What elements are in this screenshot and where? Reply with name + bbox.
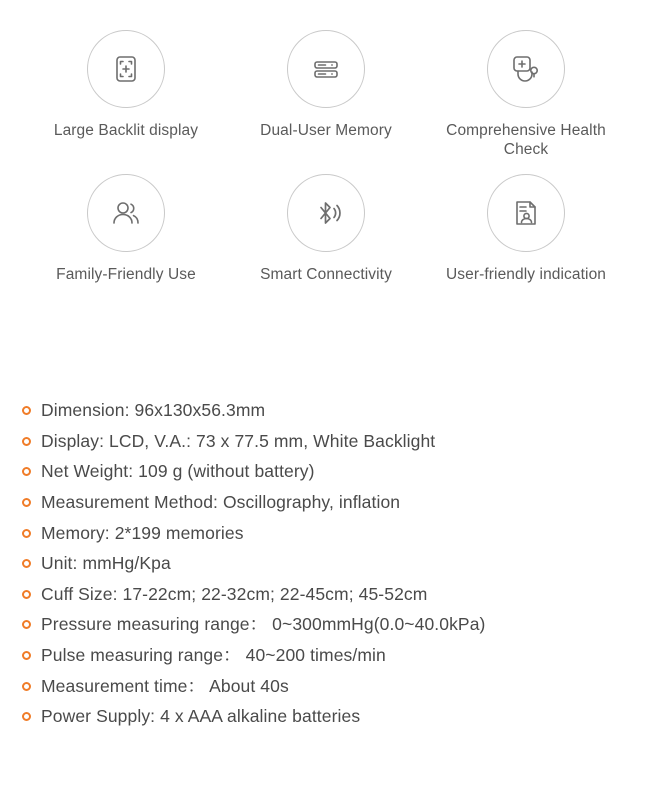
bullet-icon [18,437,34,446]
bullet-icon [18,406,34,415]
feature-label: Large Backlit display [53,122,199,139]
spec-text: Pulse measuring range： 40~200 times/min [41,645,386,665]
feature-label: Family-Friendly Use [56,265,196,283]
feature-grid [26,0,626,298]
specification-list [0,400,652,737]
spec-item [18,492,652,512]
spec-item [18,645,652,665]
spec-text: Measurement time： About 40s [41,675,289,696]
feature-label: Comprehensive Health Check [446,122,606,159]
spec-item [18,461,652,481]
feature-item-large-backlit-display [26,30,226,160]
feature-icon-circle [287,30,365,108]
bullet-icon [18,590,34,599]
spec-item [18,400,652,420]
spec-text: Net Weight: 109 g (without battery) [41,461,315,482]
feature-label: User-friendly indication [445,265,607,283]
dual-user-memory-icon [306,49,346,89]
spec-item [18,676,652,696]
spec-text: Power Supply: 4 x AAA alkaline batteries [41,706,361,727]
backlit-display-icon [106,49,146,89]
feature-item-comprehensive-health-check [426,30,626,160]
feature-icon-circle [487,30,565,108]
bullet-icon [18,651,34,660]
bullet-icon [18,559,34,568]
feature-item-dual-user-memory [226,30,426,160]
spec-item [18,614,652,634]
feature-item-smart-connectivity [226,174,426,284]
bullet-icon [18,529,34,538]
feature-icon-circle [287,174,365,252]
feature-item-family-friendly-use [26,174,226,284]
spec-text: Display: LCD, V.A.: 73 x 77.5 mm, White Backlight [41,430,436,451]
feature-icon-circle [87,30,165,108]
spec-text: Unit: mmHg/Kpa [41,553,171,574]
feature-label: Smart Connectivity [260,265,392,283]
spec-text: Pressure measuring range： 0~300mmHg(0.0~40.0kPa) [41,614,486,635]
spec-item [18,431,652,451]
spec-item [18,523,652,543]
spec-text: Measurement Method: Oscillography, inflation [41,491,401,512]
user-document-icon [506,193,546,233]
spec-item [18,553,652,573]
spec-text: Cuff Size: 17-22cm; 22-32cm; 22-45cm; 45-52cm [41,583,428,604]
bluetooth-icon [306,193,346,233]
bullet-icon [18,712,34,721]
feature-item-user-friendly-indication [426,174,626,284]
bullet-icon [18,620,34,629]
family-users-icon [106,193,146,233]
feature-icon-circle [487,174,565,252]
bullet-icon [18,498,34,507]
spec-text: Dimension: 96x130x56.3mm [41,400,266,420]
spec-text: Memory: 2*199 memories [41,522,244,543]
spec-item [18,706,652,726]
bullet-icon [18,682,34,691]
feature-label: Dual-User Memory [260,122,392,139]
feature-icon-circle [87,174,165,252]
stethoscope-health-check-icon [505,48,547,90]
spec-item [18,584,652,604]
bullet-icon [18,467,34,476]
